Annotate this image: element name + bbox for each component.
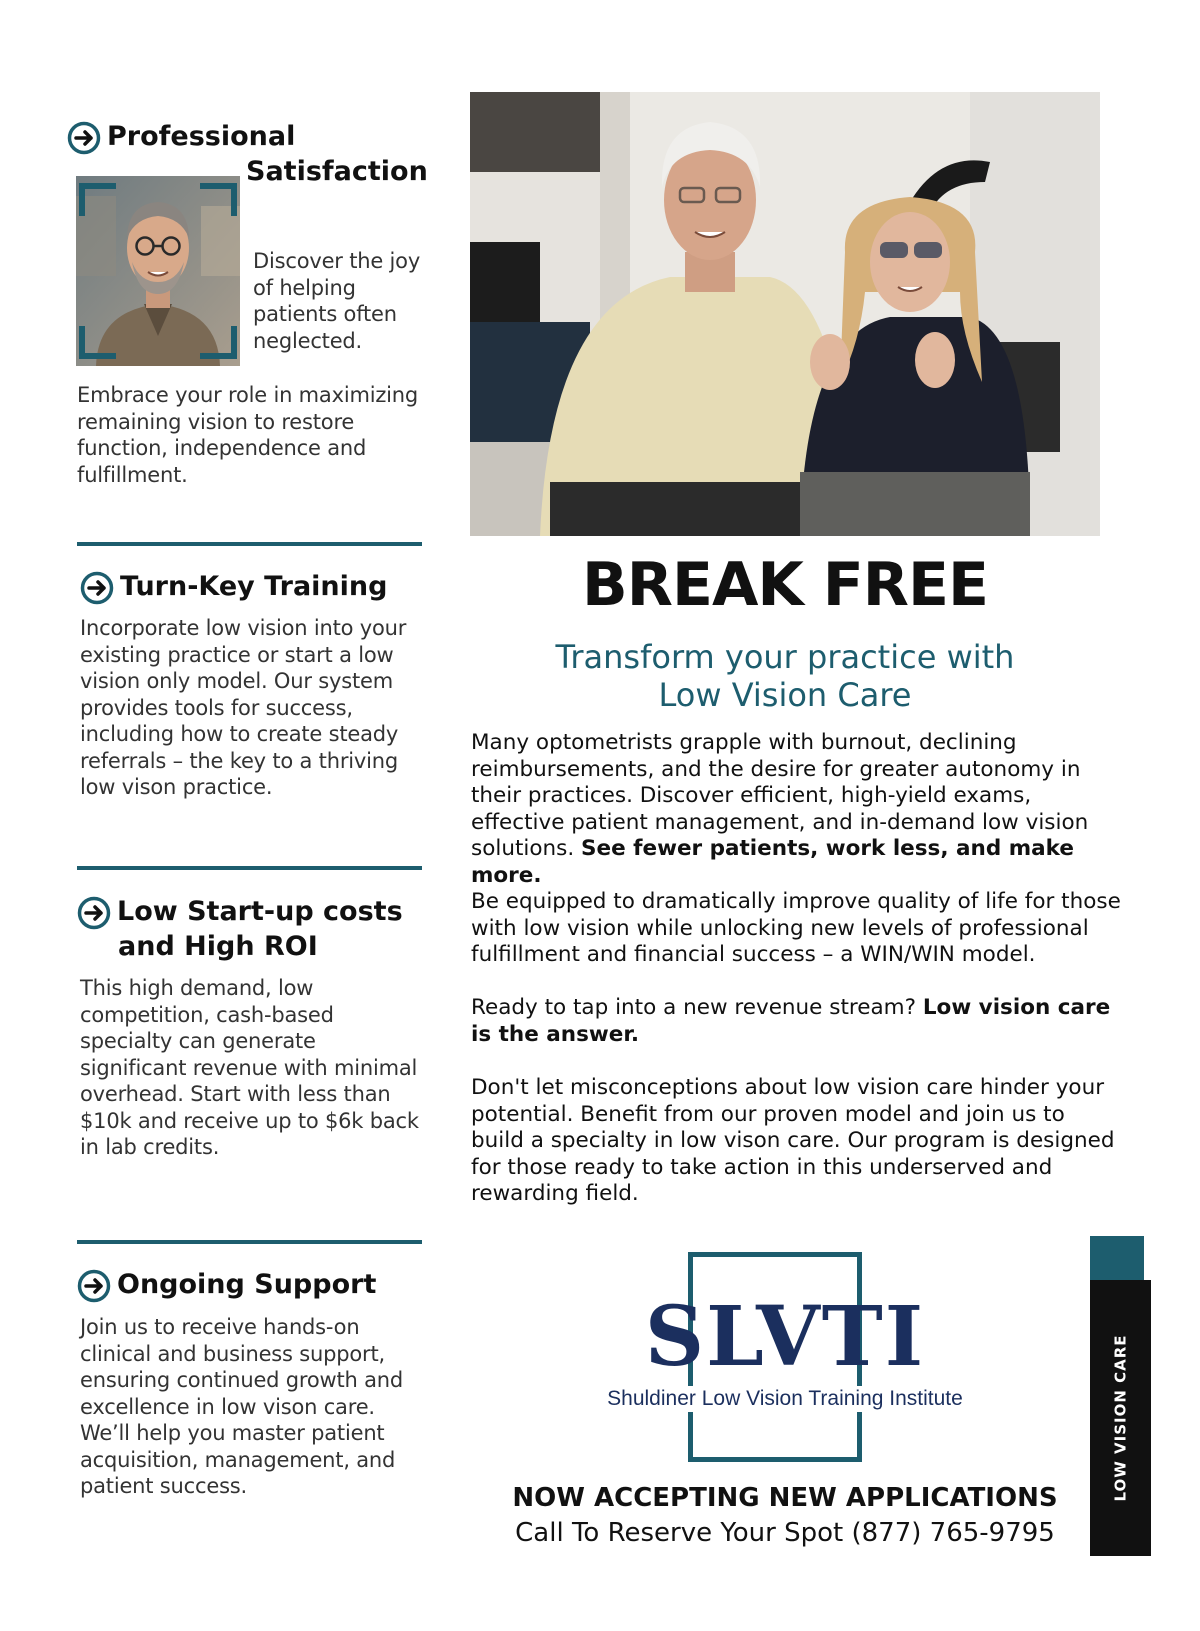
section-body-low-startup: This high demand, low competition, cash-based specialty can generate significant revenue with minimal overhead. Start with less than $10k and receive up to $6k back in lab credits. — [80, 976, 419, 1159]
hero-photo — [470, 92, 1100, 536]
side-tab-label: LOW VISION CARE — [1111, 1334, 1130, 1502]
section-body-professional: Embrace your role in maximizing remaining vision to restore function, independence and fulfillment. — [77, 383, 419, 487]
section-title-line1: Professional — [107, 121, 296, 152]
section-title-line2: and High ROI — [118, 931, 318, 962]
arrow-right-circle-icon — [80, 571, 114, 605]
arrow-right-circle-icon — [77, 896, 111, 930]
side-tab-accent — [1090, 1236, 1144, 1284]
logo-name: Shuldiner Low Vision Training Institute — [590, 1386, 980, 1412]
section-title-line2: Satisfaction — [246, 156, 428, 187]
cta-title: NOW ACCEPTING NEW APPLICATIONS — [512, 1483, 1058, 1513]
cta-phone: Call To Reserve Your Spot (877) 765-9795 — [515, 1518, 1055, 1548]
paragraph-2: Be equipped to dramatically improve quality of life for those with low vision while unlocking new levels of professional fulfillment and financial success – a WIN/WIN model. — [471, 889, 1121, 967]
section-title-low-startup-costs: Low Start-up costs — [77, 895, 403, 930]
paragraph-1: Many optometrists grapple with burnout, declining reimbursements, and the desire for greater autonomy in their practices. Discover efficient, high-yield exams, effective patient management, and in-demand low vision solutions. See fewer patients, work less, and make more. — [471, 730, 1089, 888]
section-title-professional-satisfaction — [67, 120, 295, 155]
divider — [77, 866, 422, 870]
divider — [77, 1240, 422, 1244]
subheadline: Transform your practice with Low Vision Care — [555, 638, 1015, 714]
paragraph-3-emphasis: Low vision care is the answer. — [471, 995, 1111, 1047]
paragraph-1-emphasis: See fewer patients, work less, and make more. — [471, 836, 1074, 888]
arrow-right-circle-icon — [77, 1269, 111, 1303]
section-body-turn-key: Incorporate low vision into your existing practice or start a low vision only model. Our system provides tools for success, including how to create steady referrals – the key to a thriving low vison practice. — [80, 616, 407, 799]
arrow-right-circle-icon — [67, 121, 101, 155]
paragraph-3: Ready to tap into a new revenue stream? Low vision care is the answer. — [471, 995, 1111, 1047]
section-intro-professional: Discover the joy of helping patients often neglected. — [253, 249, 421, 353]
slvti-logo — [590, 1252, 980, 1462]
divider — [77, 542, 422, 546]
headline: BREAK FREE — [582, 550, 988, 620]
logo-wordmark: SLVTI — [644, 1289, 926, 1385]
section-body-ongoing-support: Join us to receive hands-on clinical and business support, ensuring continued growth and excellence in low vison care. We’ll help you master patient acquisition, management, and patient success. — [80, 1315, 404, 1498]
paragraph-4: Don't let misconceptions about low vision care hinder your potential. Benefit from our proven model and join us to build a specialty in low vison care. Our program is designed for those ready to take action in this underserved and rewarding field. — [471, 1075, 1115, 1206]
section-title-ongoing-support: Ongoing Support — [77, 1268, 376, 1303]
portrait-photo — [76, 176, 240, 366]
section-title-turn-key-training: Turn-Key Training — [80, 570, 387, 605]
